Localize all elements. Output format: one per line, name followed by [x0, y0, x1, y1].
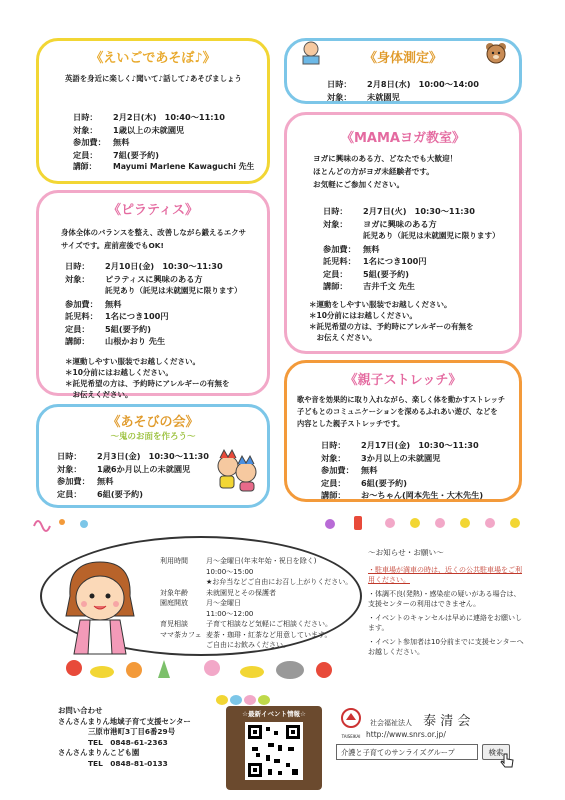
contact-line: さんさんまりん地域子育て支援センター: [58, 716, 191, 726]
info-row: 利用時間 月～金曜日(年末年始・祝日を除く): [160, 557, 317, 565]
search-button[interactable]: 検索: [482, 744, 510, 760]
pilates-notes: ＊運動しやすい服装でお越しください。 ＊10分前にはお越しください。 ＊託児希望の方は、予約時にアレルギーの有無を お伝えください。: [65, 356, 230, 399]
notice-title: ～お知らせ・お願い～: [368, 548, 444, 557]
detail-row: 対象： 1歳6か月以上の未就園児: [57, 463, 191, 474]
notice-item: ・イベントのキャンセルは早めに連絡をお願いします。: [368, 613, 522, 632]
org-logo-text: TAISEIKAI: [341, 734, 361, 739]
mama-yoga-box: [284, 112, 522, 354]
contact-label: お問い合わせ: [58, 706, 103, 715]
org-logo-icon: [340, 708, 362, 739]
detail-row: 講師： 吉井千文 先生: [323, 281, 415, 291]
detail-row: 講師： 山根かおり 先生: [65, 336, 166, 346]
asobi-subtitle: ～鬼のお面を作ろう～: [110, 432, 196, 442]
shintai-title: 《身体測定》: [363, 51, 442, 66]
detail-row: 日時： 2月3日(金) 10:30～11:30: [57, 451, 209, 461]
notice-item: ・体調不良(発熱)・感染症の疑いがある場合は、支援センターの利用はできません。: [368, 589, 521, 608]
detail-row: 定員： 5組(要予約): [323, 268, 409, 279]
shintai-details: [327, 78, 519, 103]
detail-row: 託児料： 1名につき100円: [65, 311, 169, 321]
girl-character-icon: [54, 556, 146, 656]
info-row: 対象年齢 未就園児とその保護者: [160, 588, 276, 597]
pilates-box: [36, 190, 270, 399]
detail-row: 対象： ヨガに興味のある方: [323, 218, 437, 229]
search-input[interactable]: 介護と子育てのサンライズグループ: [336, 744, 478, 760]
detail-row: 日時： 2月17日(金) 10:30～11:30: [321, 440, 479, 450]
detail-row: 定員： 6組(要予約): [321, 477, 407, 488]
qr-label: ☆最新イベント情報☆: [242, 710, 306, 718]
detail-row: 参加費： 無料: [73, 137, 130, 147]
detail-row: 託児あり（託児は未就園児に限ります）: [363, 231, 500, 240]
notice-item: ・駐車場が満車の時は、近くの公共駐車場をご利用ください。: [368, 565, 522, 584]
detail-row: 対象： 未就園児: [327, 91, 400, 102]
food-decoration-icon: [62, 648, 352, 688]
contact-line: さんさんまりんこども園: [58, 748, 140, 757]
mama-intro: ヨガに興味のある方、どなたでも大歓迎！ ほとんどの方がヨガ未経験者です。 お気軽にご参加ください。: [313, 154, 458, 189]
detail-row: 対象： 1歳以上の未就園児: [73, 124, 185, 135]
oyako-intro: 歌や音を効果的に取り入れながら、楽しく体を動かすストレッチ 子どもとのコミュニケーションを深めるふれあい遊び、などを 内容とした親子ストレッチです。: [297, 395, 506, 428]
contact-line: TEL 0848-81-0133: [88, 758, 168, 768]
detail-row: 定員： 5組(要予約): [65, 323, 151, 334]
detail-row: 託児料： 1名につき100円: [323, 256, 427, 266]
detail-row: 定員： 6組(要予約): [57, 488, 143, 499]
info-table: [160, 556, 352, 651]
detail-row: 参加費： 無料: [323, 243, 380, 254]
info-row: 園庭開放 月～金曜日: [160, 599, 241, 607]
info-row: 11:00～12:00: [206, 609, 254, 618]
eigo-details: [73, 111, 267, 174]
eigo-title: 《えいごであそぼ♪》: [90, 51, 216, 66]
detail-row: 日時： 2月2日(木) 10:40～11:10: [73, 112, 225, 122]
mama-title: 《MAMAヨガ教室》: [341, 131, 465, 146]
mama-details: [323, 205, 519, 293]
detail-row: 対象： ピラティスに興味のある方: [65, 273, 203, 284]
detail-row: 託児あり（託児は未就園児に限ります）: [105, 286, 242, 295]
bear-icon: [482, 40, 510, 68]
decorative-border: [30, 512, 535, 534]
eigo-intro: 英語を身近に楽しく♪聞いて♪話して♪あそびましょう: [65, 74, 242, 83]
birds-decoration-icon: [214, 690, 284, 708]
oyako-details: [321, 439, 519, 502]
detail-row: 参加費： 無料: [57, 476, 114, 486]
info-row: ★お弁当などご自由にお召し上がりください。: [206, 578, 353, 586]
contact-section: [58, 706, 191, 769]
cursor-hand-icon: [500, 752, 516, 768]
info-row: 10:00～15:00: [206, 567, 254, 576]
scale-illustration-icon: [298, 40, 324, 66]
oyako-box: [284, 360, 522, 502]
contact-line: TEL 0848-61-2363: [88, 737, 168, 747]
notice-item: ・イベント参加者は10分前までに支援センターへお越しください。: [368, 637, 524, 656]
pilates-intro: 身体全体のバランスを整え、改善しながら鍛えるエクサ サイズです。産前産後でもOK!: [61, 228, 246, 250]
pilates-details: [65, 260, 267, 348]
notice-section: [368, 548, 526, 658]
info-row: ママ茶カフェ 麦茶・珈琲・紅茶など用意しています。: [160, 630, 332, 639]
qr-sign: [226, 706, 322, 790]
info-row: ご自由にお飲みください。: [206, 641, 290, 649]
detail-row: 講師： お～ちゃん(岡本先生・大木先生): [321, 490, 484, 500]
detail-row: 定員： 7組(要予約): [73, 149, 159, 160]
asobi-title: 《あそびの会》: [107, 415, 199, 430]
pilates-title: 《ピラティス》: [108, 203, 198, 218]
oni-kids-icon: [212, 446, 260, 492]
detail-row: 講師： Mayumi Marlene Kawaguchi 先生: [73, 162, 255, 171]
eigo-box: [36, 38, 270, 184]
info-row: 育児相談 子育て相談など気軽にご相談ください。: [160, 620, 332, 628]
org-url-link[interactable]: http://www.snrs.or.jp/: [366, 730, 446, 739]
detail-row: 対象： 3か月以上の未就園児: [321, 452, 441, 463]
detail-row: 参加費： 無料: [65, 298, 122, 309]
detail-row: 参加費： 無料: [321, 465, 378, 475]
oyako-title: 《親子ストレッチ》: [344, 373, 462, 388]
detail-row: 日時： 2月7日(火) 10:30～11:30: [323, 206, 475, 216]
mama-notes: ＊運動をしやすい服装でお越しください。 ＊10分前にはお越しください。 ＊託児希望の方は、予約時にアレルギーの有無を お伝えください。: [309, 299, 474, 342]
detail-row: 日時： 2月8日(水) 10:00～14:00: [327, 79, 479, 89]
detail-row: 日時： 2月10日(金) 10:30～11:30: [65, 261, 223, 271]
org-name: 社会福祉法人 泰 清 会: [370, 714, 471, 729]
qr-code-icon[interactable]: [245, 722, 303, 780]
contact-line: 三原市港町3丁目6番29号: [88, 727, 176, 736]
